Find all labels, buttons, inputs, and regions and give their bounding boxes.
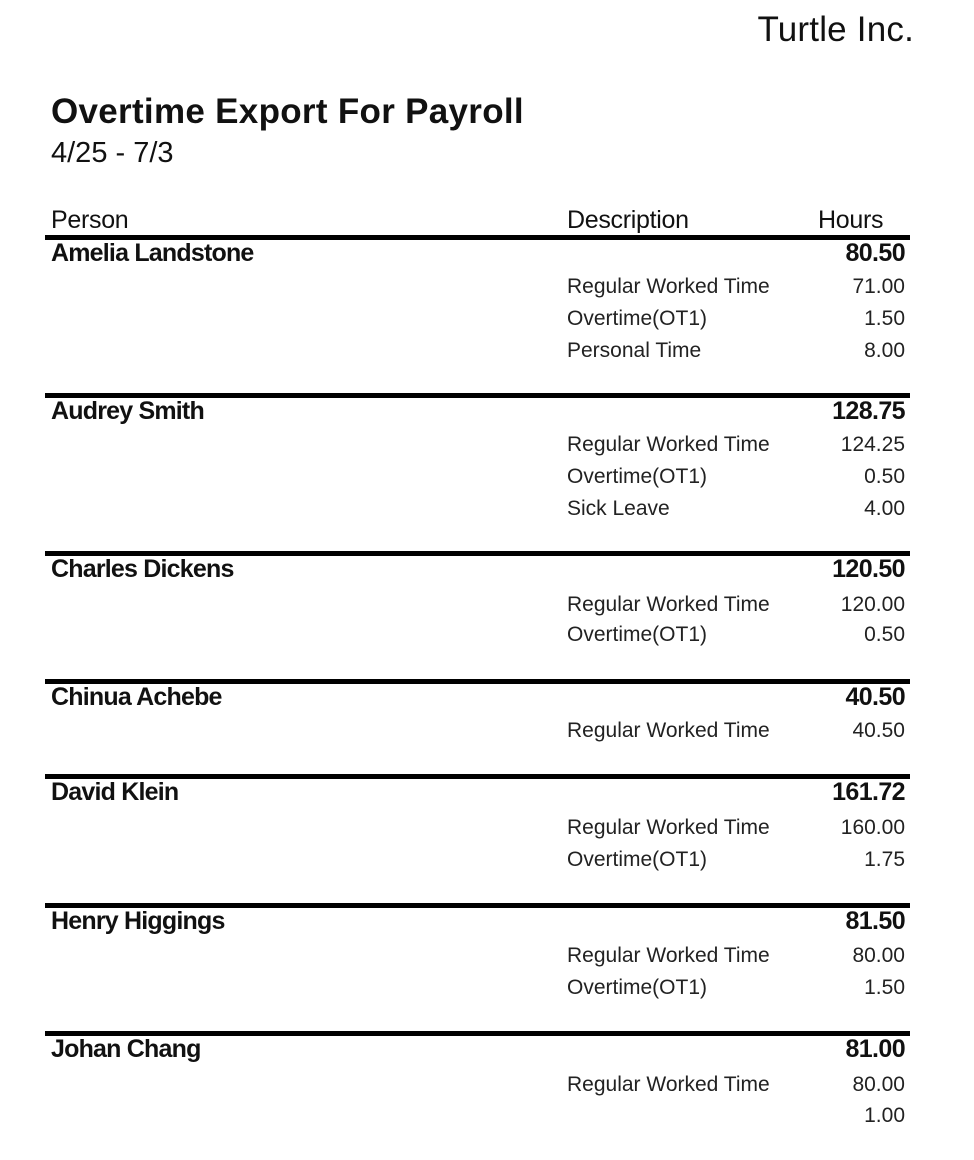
line-description: Regular Worked Time: [567, 1073, 770, 1096]
person-total-hours: 81.50: [845, 907, 905, 935]
detail-line: [0, 623, 974, 655]
detail-line: [0, 944, 974, 976]
line-hours: 1.00: [864, 1104, 905, 1127]
report-date-range: 4/25 - 7/3: [51, 137, 174, 169]
line-hours: 124.25: [840, 433, 905, 456]
report-title: Overtime Export For Payroll: [51, 92, 524, 131]
column-header-hours: Hours: [818, 206, 884, 234]
person-total-hours: 81.00: [845, 1035, 905, 1063]
line-hours: 0.50: [864, 465, 905, 488]
line-description: Overtime(OT1): [567, 623, 708, 646]
line-description: Regular Worked Time: [567, 944, 770, 967]
line-description: Sick Leave: [567, 497, 670, 520]
column-header-description: Description: [567, 206, 689, 234]
line-hours: 0.50: [864, 623, 905, 646]
line-hours: 80.00: [852, 944, 905, 967]
person-name: Audrey Smith: [51, 397, 204, 425]
detail-line: [0, 433, 974, 465]
line-description: Personal Time: [567, 339, 702, 362]
line-description: Regular Worked Time: [567, 719, 770, 742]
line-description: Regular Worked Time: [567, 816, 770, 839]
line-description: Regular Worked Time: [567, 433, 770, 456]
column-header-person: Person: [51, 206, 129, 234]
person-total-hours: 120.50: [832, 555, 905, 583]
detail-line: [0, 339, 974, 371]
detail-line: [0, 275, 974, 307]
line-hours: 4.00: [864, 497, 905, 520]
line-description: Regular Worked Time: [567, 593, 770, 616]
detail-line: [0, 1104, 974, 1136]
company-name: Turtle Inc.: [757, 10, 914, 49]
line-hours: 8.00: [864, 339, 905, 362]
detail-line: [0, 497, 974, 529]
detail-line: [0, 976, 974, 1008]
line-description: Overtime(OT1): [567, 848, 708, 871]
line-hours: 71.00: [852, 275, 905, 298]
detail-line: [0, 1073, 974, 1105]
person-name: Amelia Landstone: [51, 239, 254, 267]
detail-line: [0, 307, 974, 339]
person-name: David Klein: [51, 778, 179, 806]
person-name: Henry Higgings: [51, 907, 225, 935]
line-description: Regular Worked Time: [567, 275, 770, 298]
line-hours: 40.50: [852, 719, 905, 742]
detail-line: [0, 816, 974, 848]
line-description: Overtime(OT1): [567, 976, 708, 999]
person-total-hours: 80.50: [845, 239, 905, 267]
person-name: Charles Dickens: [51, 555, 234, 583]
person-total-hours: 161.72: [832, 778, 905, 806]
detail-line: [0, 593, 974, 625]
person-name: Chinua Achebe: [51, 683, 222, 711]
line-hours: 1.50: [864, 307, 905, 330]
detail-line: [0, 719, 974, 751]
line-description: Overtime(OT1): [567, 465, 708, 488]
line-hours: 160.00: [840, 816, 905, 839]
line-hours: 80.00: [852, 1073, 905, 1096]
line-hours: 1.50: [864, 976, 905, 999]
person-total-hours: 128.75: [832, 397, 905, 425]
line-hours: 1.75: [864, 848, 905, 871]
detail-line: [0, 848, 974, 880]
person-name: Johan Chang: [51, 1035, 201, 1063]
detail-line: [0, 465, 974, 497]
line-description: Overtime(OT1): [567, 307, 708, 330]
line-hours: 120.00: [840, 593, 905, 616]
person-total-hours: 40.50: [845, 683, 905, 711]
